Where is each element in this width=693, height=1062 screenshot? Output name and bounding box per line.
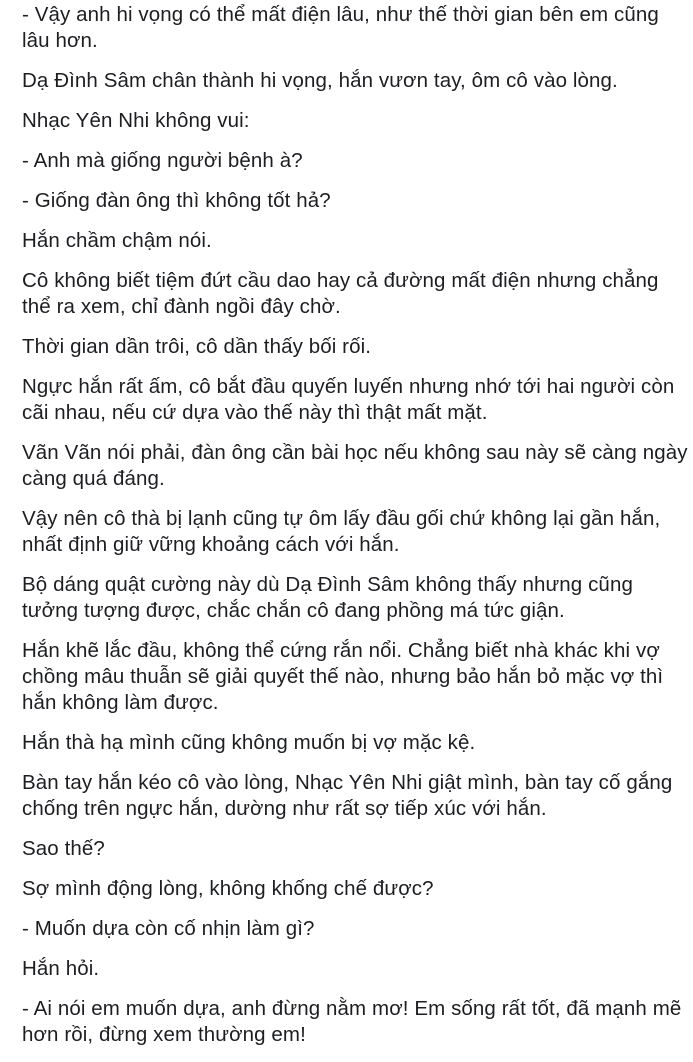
paragraph: Nhạc Yên Nhi không vui: <box>22 109 250 132</box>
paragraph: Thời gian dần trôi, cô dần thấy bối rối. <box>22 335 372 358</box>
paragraph: Hắn hỏi. <box>22 957 100 980</box>
paragraph: - Giống đàn ông thì không tốt hả? <box>22 189 331 212</box>
paragraph: Hắn khẽ lắc đầu, không thể cứng rắn nổi. Chẳng biết nhà khác khi vợ chồng mâu thuẫn sẽ giải quyết thế nào, nhưng bảo hắn bỏ mặc vợ thì hắn không làm được. <box>22 639 664 714</box>
paragraph: Bộ dáng quật cường này dù Dạ Đình Sâm không thấy nhưng cũng tưởng tượng được, chắc chắn cô đang phồng má tức giận. <box>22 573 633 622</box>
paragraph: Hắn thà hạ mình cũng không muốn bị vợ mặc kệ. <box>22 731 476 754</box>
paragraph: Sợ mình động lòng, không khống chế được? <box>22 877 434 900</box>
paragraph: Sao thế? <box>22 837 105 860</box>
paragraph: Ngực hắn rất ấm, cô bắt đầu quyến luyến nhưng nhớ tới hai người còn cãi nhau, nếu cứ dựa vào thế này thì thật mất mặt. <box>22 375 675 424</box>
paragraph: - Anh mà giống người bệnh à? <box>22 149 303 172</box>
paragraph: Cô không biết tiệm đứt cầu dao hay cả đường mất điện nhưng chẳng thể ra xem, chỉ đành ngồi đây chờ. <box>22 269 659 318</box>
paragraph: Bàn tay hắn kéo cô vào lòng, Nhạc Yên Nhi giật mình, bàn tay cố gắng chống trên ngực hắn, dường như rất sợ tiếp xúc với hắn. <box>22 771 673 820</box>
paragraph: Hắn chầm chậm nói. <box>22 229 212 252</box>
paragraph: Vãn Vãn nói phải, đàn ông cần bài học nếu không sau này sẽ càng ngày càng quá đáng. <box>22 441 688 490</box>
paragraph: Vậy nên cô thà bị lạnh cũng tự ôm lấy đầu gối chứ không lại gần hắn, nhất định giữ vững khoảng cách với hắn. <box>22 507 661 556</box>
paragraph: - Muốn dựa còn cố nhịn làm gì? <box>22 917 315 940</box>
paragraph: Dạ Đình Sâm chân thành hi vọng, hắn vươn tay, ôm cô vào lòng. <box>22 69 618 92</box>
story-text <box>22 0 690 1062</box>
paragraph: - Vậy anh hi vọng có thể mất điện lâu, như thế thời gian bên em cũng lâu hơn. <box>22 3 659 52</box>
paragraph: - Ai nói em muốn dựa, anh đừng nằm mơ! Em sống rất tốt, đã mạnh mẽ hơn rồi, đừng xem thường em! <box>22 997 682 1046</box>
